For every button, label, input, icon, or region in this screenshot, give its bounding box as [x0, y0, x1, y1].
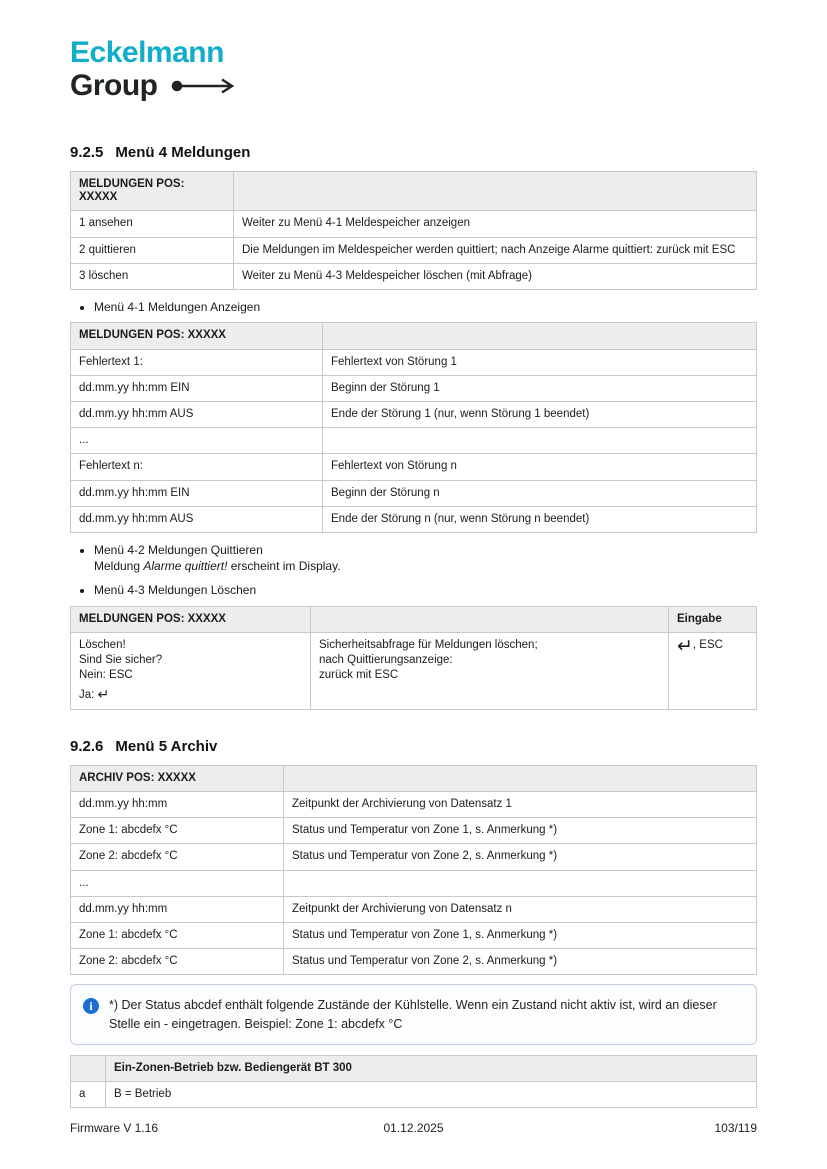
table-header-cell: Eingabe — [669, 606, 757, 632]
cell-line: Nein: ESC — [79, 669, 133, 682]
table-cell: dd.mm.yy hh:mm — [71, 896, 284, 922]
table-zonen-betrieb — [70, 1055, 757, 1108]
logo-arrow-icon — [170, 77, 240, 95]
footer-firmware-version: Firmware V 1.16 — [70, 1121, 159, 1135]
table-cell: dd.mm.yy hh:mm EIN — [71, 480, 323, 506]
section-title: Menü 5 Archiv — [115, 737, 218, 755]
table-row — [71, 818, 757, 844]
table-menu43-loeschen — [70, 606, 757, 710]
table-archiv — [70, 765, 757, 976]
table-row — [71, 349, 757, 375]
table-cell — [323, 428, 757, 454]
table-header-row — [71, 606, 757, 632]
table-row — [71, 506, 757, 532]
table-header-row — [71, 1055, 757, 1081]
table-row — [71, 949, 757, 975]
cell-line: Sind Sie sicher? — [79, 654, 163, 667]
italic-text: Alarme quittiert! — [143, 559, 228, 574]
table-header-cell: Ein-Zonen-Betrieb bzw. Bediengerät BT 300 — [106, 1055, 757, 1081]
table-row — [71, 791, 757, 817]
table-cell: dd.mm.yy hh:mm EIN — [71, 375, 323, 401]
table-row — [71, 480, 757, 506]
table-cell: Ende der Störung 1 (nur, wenn Störung 1 beendet) — [323, 401, 757, 427]
table-row — [71, 454, 757, 480]
bullet-menu43: • Menü 4-3 Meldungen Löschen — [94, 582, 757, 598]
logo-wordmark-group: Group — [70, 69, 158, 102]
cell-line — [79, 689, 302, 702]
enter-key-icon: ↵ — [97, 687, 110, 704]
enter-key-icon: ↵ — [677, 634, 693, 657]
cell-line: Löschen! — [79, 638, 126, 651]
table-cell: dd.mm.yy hh:mm — [71, 791, 284, 817]
table-header-cell: ARCHIV POS: XXXXX — [71, 765, 284, 791]
table-row — [71, 428, 757, 454]
table-cell: Zeitpunkt der Archivierung von Datensatz 1 — [284, 791, 757, 817]
cell-line: Sicherheitsabfrage für Meldungen löschen; — [319, 638, 538, 651]
bullet-menu41: • Menü 4-1 Meldungen Anzeigen — [94, 299, 757, 315]
section-heading-meldungen — [70, 144, 757, 161]
table-cell: Die Meldungen im Meldespeicher werden quittiert; nach Anzeige Alarme quittiert: zurück mit ESC — [234, 237, 757, 263]
table-cell: Beginn der Störung n — [323, 480, 757, 506]
table-header-cell — [234, 172, 757, 211]
cell-line: zurück mit ESC — [319, 669, 399, 682]
cell-line: nach Quittierungsanzeige: — [319, 654, 453, 667]
section-number: 9.2.6 — [70, 737, 104, 755]
table-menu41-anzeigen — [70, 322, 757, 533]
table-cell: Zone 2: abcdefx °C — [71, 844, 284, 870]
table-cell — [669, 632, 757, 709]
footer-page-number: 103/119 — [714, 1121, 757, 1135]
table-cell: Ende der Störung n (nur, wenn Störung n beendet) — [323, 506, 757, 532]
table-row — [71, 237, 757, 263]
table-cell: ... — [71, 428, 323, 454]
table-row — [71, 211, 757, 237]
table-cell: Zeitpunkt der Archivierung von Datensatz n — [284, 896, 757, 922]
bullet-menu42-title: • Menü 4-2 Meldungen Quittieren — [94, 543, 263, 558]
table-row — [71, 844, 757, 870]
table-cell: dd.mm.yy hh:mm AUS — [71, 401, 323, 427]
table-row — [71, 870, 757, 896]
table-cell: 1 ansehen — [71, 211, 234, 237]
table-cell: a — [71, 1081, 106, 1107]
logo — [70, 38, 757, 101]
text-span: Ja: — [79, 689, 95, 702]
page-footer — [70, 1121, 757, 1135]
bullet-list-menu41 — [70, 299, 757, 315]
table-cell: Weiter zu Menü 4-3 Meldespeicher löschen (mit Abfrage) — [234, 263, 757, 289]
bullet-menu42 — [94, 542, 757, 574]
table-cell: Fehlertext von Störung 1 — [323, 349, 757, 375]
table-row — [71, 1081, 757, 1107]
bullet-list-menu42-43 — [70, 542, 757, 599]
table-header-row — [71, 765, 757, 791]
table-cell: Zone 2: abcdefx °C — [71, 949, 284, 975]
table-row — [71, 896, 757, 922]
table-cell: Fehlertext 1: — [71, 349, 323, 375]
table-cell — [284, 870, 757, 896]
table-header-row — [71, 323, 757, 349]
bullet-menu42-subline — [94, 558, 757, 574]
table-cell: Status und Temperatur von Zone 2, s. Anmerkung *) — [284, 949, 757, 975]
table-cell: Fehlertext von Störung n — [323, 454, 757, 480]
table-header-cell — [323, 323, 757, 349]
table-cell: B = Betrieb — [106, 1081, 757, 1107]
table-header-cell: MELDUNGEN POS: XXXXX — [71, 172, 234, 211]
table-cell: Fehlertext n: — [71, 454, 323, 480]
table-cell: 3 löschen — [71, 263, 234, 289]
table-cell: Beginn der Störung 1 — [323, 375, 757, 401]
text-span: Meldung — [94, 559, 144, 574]
table-row — [71, 263, 757, 289]
table-cell: Weiter zu Menü 4-1 Meldespeicher anzeigen — [234, 211, 757, 237]
table-cell: Status und Temperatur von Zone 1, s. Anmerkung *) — [284, 818, 757, 844]
table-header-cell: MELDUNGEN POS: XXXXX — [71, 606, 311, 632]
text-span: , ESC — [692, 638, 723, 651]
table-header-cell: MELDUNGEN POS: XXXXX — [71, 323, 323, 349]
section-number: 9.2.5 — [70, 144, 104, 161]
table-cell — [71, 632, 311, 709]
table-cell — [311, 632, 669, 709]
table-cell: Zone 1: abcdefx °C — [71, 923, 284, 949]
table-row — [71, 375, 757, 401]
section-title: Menü 4 Meldungen — [115, 144, 251, 161]
table-cell: 2 quittieren — [71, 237, 234, 263]
table-header-row — [71, 172, 757, 211]
table-cell: ... — [71, 870, 284, 896]
table-row — [71, 401, 757, 427]
logo-wordmark-eckelmann: Eckelmann — [70, 36, 224, 69]
footer-date: 01.12.2025 — [383, 1121, 444, 1135]
table-cell: dd.mm.yy hh:mm AUS — [71, 506, 323, 532]
table-cell: Zone 1: abcdefx °C — [71, 818, 284, 844]
info-icon: i — [83, 998, 99, 1014]
table-header-cell — [311, 606, 669, 632]
table-menu4-meldungen — [70, 171, 757, 290]
table-header-cell — [71, 1055, 106, 1081]
table-row — [71, 923, 757, 949]
table-row — [71, 632, 757, 709]
table-cell: Status und Temperatur von Zone 2, s. Anmerkung *) — [284, 844, 757, 870]
info-note-box — [70, 984, 757, 1044]
table-header-cell — [284, 765, 757, 791]
note-text: *) Der Status abcdef enthält folgende Zustände der Kühlstelle. Wenn ein Zustand nicht aktiv ist, wird an dieser Stelle ein - eingetragen. Beispiel: Zone 1: abcdefx °C — [109, 998, 717, 1031]
section-heading-archiv — [70, 738, 757, 755]
table-cell: Status und Temperatur von Zone 1, s. Anmerkung *) — [284, 923, 757, 949]
text-span: erscheint im Display. — [227, 559, 341, 574]
